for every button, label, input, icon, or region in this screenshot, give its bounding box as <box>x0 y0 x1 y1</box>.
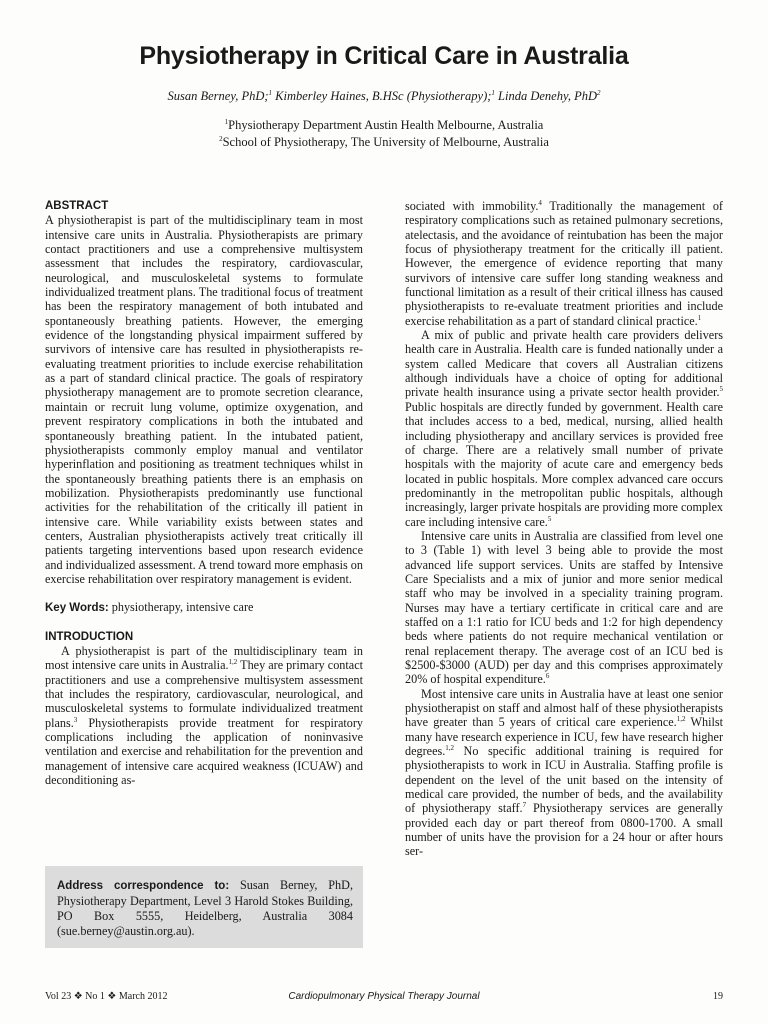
paragraph-2 <box>405 328 723 529</box>
author-haines: Kimberley Haines, B.HSc (Physiotherapy); <box>272 89 492 103</box>
text-run: Traditionally the management of respiratory complications such as retained pulmonary secretions, atelectasis, and the avoidance of reintubation has been the major focus of physiotherapy treatment for the critically ill patient. However, the emergence of evidence reporting that many survivors of intensive care suffer long standing weakness and functional limitation as a result of their critical illness has caused physiotherapists to re-evaluate treatment priorities and include exercise rehabilitation as a part of standard clinical practice. <box>405 199 723 328</box>
affiliation-num: 2 <box>219 134 223 143</box>
abstract-heading: ABSTRACT <box>45 200 109 212</box>
author-line <box>0 89 768 104</box>
citation: 7 <box>522 801 527 810</box>
text-run: No specific additional training is required for physiotherapists to work in ICU in Australia. Staffing profile is dependent on the level of the unit based on the intensity of medical care provided, the number of beds, and the availability of physiotherapy staff. <box>405 744 723 816</box>
text-run: A physiotherapist is part of the multidisciplinary team in most intensive care units in Australia. <box>45 643 363 673</box>
correspondence-box <box>45 866 363 948</box>
citation: 3 <box>73 715 78 724</box>
affiliation-text: School of Physiotherapy, The University of Melbourne, Australia <box>222 135 549 149</box>
text-run: Intensive care units in Australia are classified from level one to 3 (Table 1) with level 3 being able to provide the most advanced life support services. Units are staffed by Intensive Care Specialists and a mix of junior and more senior medical staff who may be involved in a speciality training program. Nurses may have a tertiary certificate in critical care and are staffed on a 1:1 ratio for ICU beds and 1:2 for high dependency beds where patients do not require mechanical ventilation or renal replacement therapy. The average cost of an ICU bed is $2500-$3000 (AUD) per day and this comprises approximately 20% of hospital expenditure. <box>405 528 723 687</box>
keywords-label: Key Words: <box>45 602 109 615</box>
text-run: They are primary contact practitioners and use a comprehensive multisystem assessment that includes the respiratory, cardiovascular, neurological, and musculoskeletal systems to formulate individualized treatment plans. <box>45 658 363 730</box>
author-berney: Susan Berney, PhD; <box>167 89 269 103</box>
citation: 1,2 <box>228 658 238 667</box>
citation: 1,2 <box>676 715 686 724</box>
affiliation-2 <box>0 135 768 150</box>
text-run: sociated with immobility. <box>405 199 539 213</box>
citation: 6 <box>545 672 550 681</box>
citation: 5 <box>719 385 723 394</box>
introduction-heading: INTRODUCTION <box>45 630 134 643</box>
intro-paragraph <box>45 644 363 787</box>
affiliation-text: Physiotherapy Department Austin Health Melbourne, Australia <box>228 118 544 132</box>
text-run: Public hospitals are directly funded by government. Health care that includes access to a bed, medical, nursing, allied health including physiotherapy and ancillary services is provided free of charge. There are a relatively small number of private hospitals with the majority of acute care and emergency beds located in public hospitals. More complex advanced care occurs predominantly in the metropolitan public hospitals, although increasingly, larger private hospitals are providing more complex care including intensive care. <box>405 399 723 529</box>
text-run: Whilst many have research experience in ICU, few have research higher degrees. <box>405 715 723 759</box>
correspondence-text: Susan Berney, PhD, Physiotherapy Department, Level 3 Harold Stokes Building, PO Box 5555, Heidelberg, Australia 3084 (sue.berney@austin.org.au). <box>57 878 353 938</box>
text-run: Physiotherapy services are generally provided each day or part thereof from 0800-1700. A small number of units have the provision for a 24 hour or after hours ser- <box>405 801 724 859</box>
abstract-text: A physiotherapist is part of the multidisciplinary team in most intensive care units in Australia. Physiotherapists are primary contact practitioners and use a comprehensive multisystem assessment that includes the respiratory, cardiovascular, neurological, and musculoskeletal systems to formulate individualized treatment plans. The traditional focus of treatment has been the respiratory management of both intubated and spontaneously breathing patients. However, the emerging evidence of the longstanding physical impairment suffered by survivors of intensive care has resulted in physiotherapists re-evaluating treatment priorities to include exercise rehabilitation as a part of standard clinical practice. The goals of respiratory physiotherapy management are to promote secretion clearance, maintain or recruit lung volume, optimize oxygenation, and prevent respiratory complications in both the intubated and spontaneously breathing patient. In the intubated patient, physiotherapists commonly employ manual and ventilator hyperinflation and positioning as treatment techniques whilst in the spontaneously breathing patients there is an emphasis on mobilization. Physiotherapists predominantly use functional activities for the rehabilitation of the critically ill patient in intensive care. While variability exists between states and centers, Australian physiotherapists actively treat critically ill patients targeting interventions based upon research evidence and individualized assessment. A trend toward more emphasis on exercise rehabilitation over respiratory management is evident. <box>45 213 363 586</box>
paragraph-4 <box>405 687 723 859</box>
keywords-text: physiotherapy, intensive care <box>108 600 254 615</box>
correspondence-label: Address correspondence to: <box>57 880 230 892</box>
article-title: Physiotherapy in Critical Care in Australia <box>139 42 629 70</box>
paragraph-3 <box>405 529 723 687</box>
paragraph-1 <box>405 199 723 328</box>
author-denehy: Linda Denehy, PhD <box>494 89 597 103</box>
citation: 1 <box>697 313 702 322</box>
citation: 5 <box>547 514 552 523</box>
text-run: Most intensive care units in Australia have at least one senior physiotherapist on staff and almost half of these physiotherapists have greater than 5 years of critical care experience. <box>405 686 723 730</box>
author-sup: 1 <box>268 88 273 97</box>
footer-journal: Cardiopulmonary Physical Therapy Journal <box>288 991 480 1002</box>
author-sup: 2 <box>597 88 601 97</box>
text-run: Physiotherapists provide treatment for respiratory complications including the application of noninvasive ventilation and exercise and rehabilitation for the prevention and management of intensive care acquired weakness (ICUAW) and deconditioning as- <box>45 715 363 788</box>
citation: 1,2 <box>445 744 455 752</box>
author-sup: 1 <box>491 88 495 97</box>
footer-page-number: 19 <box>713 991 723 1002</box>
left-column <box>45 199 363 787</box>
keywords <box>45 600 363 615</box>
citation: 4 <box>538 198 542 207</box>
affiliation-num: 1 <box>224 117 229 126</box>
affiliation-1 <box>0 118 768 133</box>
footer-volume: Vol 23 ❖ No 1 ❖ March 2012 <box>45 991 168 1002</box>
right-column <box>405 199 723 859</box>
text-run: A mix of public and private health care providers delivers health care in Australia. Health care is funded nationally under a system called Medicare that covers all Australian citizens although individuals have a choice of opting for additional private health insurance using a private sector health provider. <box>405 328 723 400</box>
